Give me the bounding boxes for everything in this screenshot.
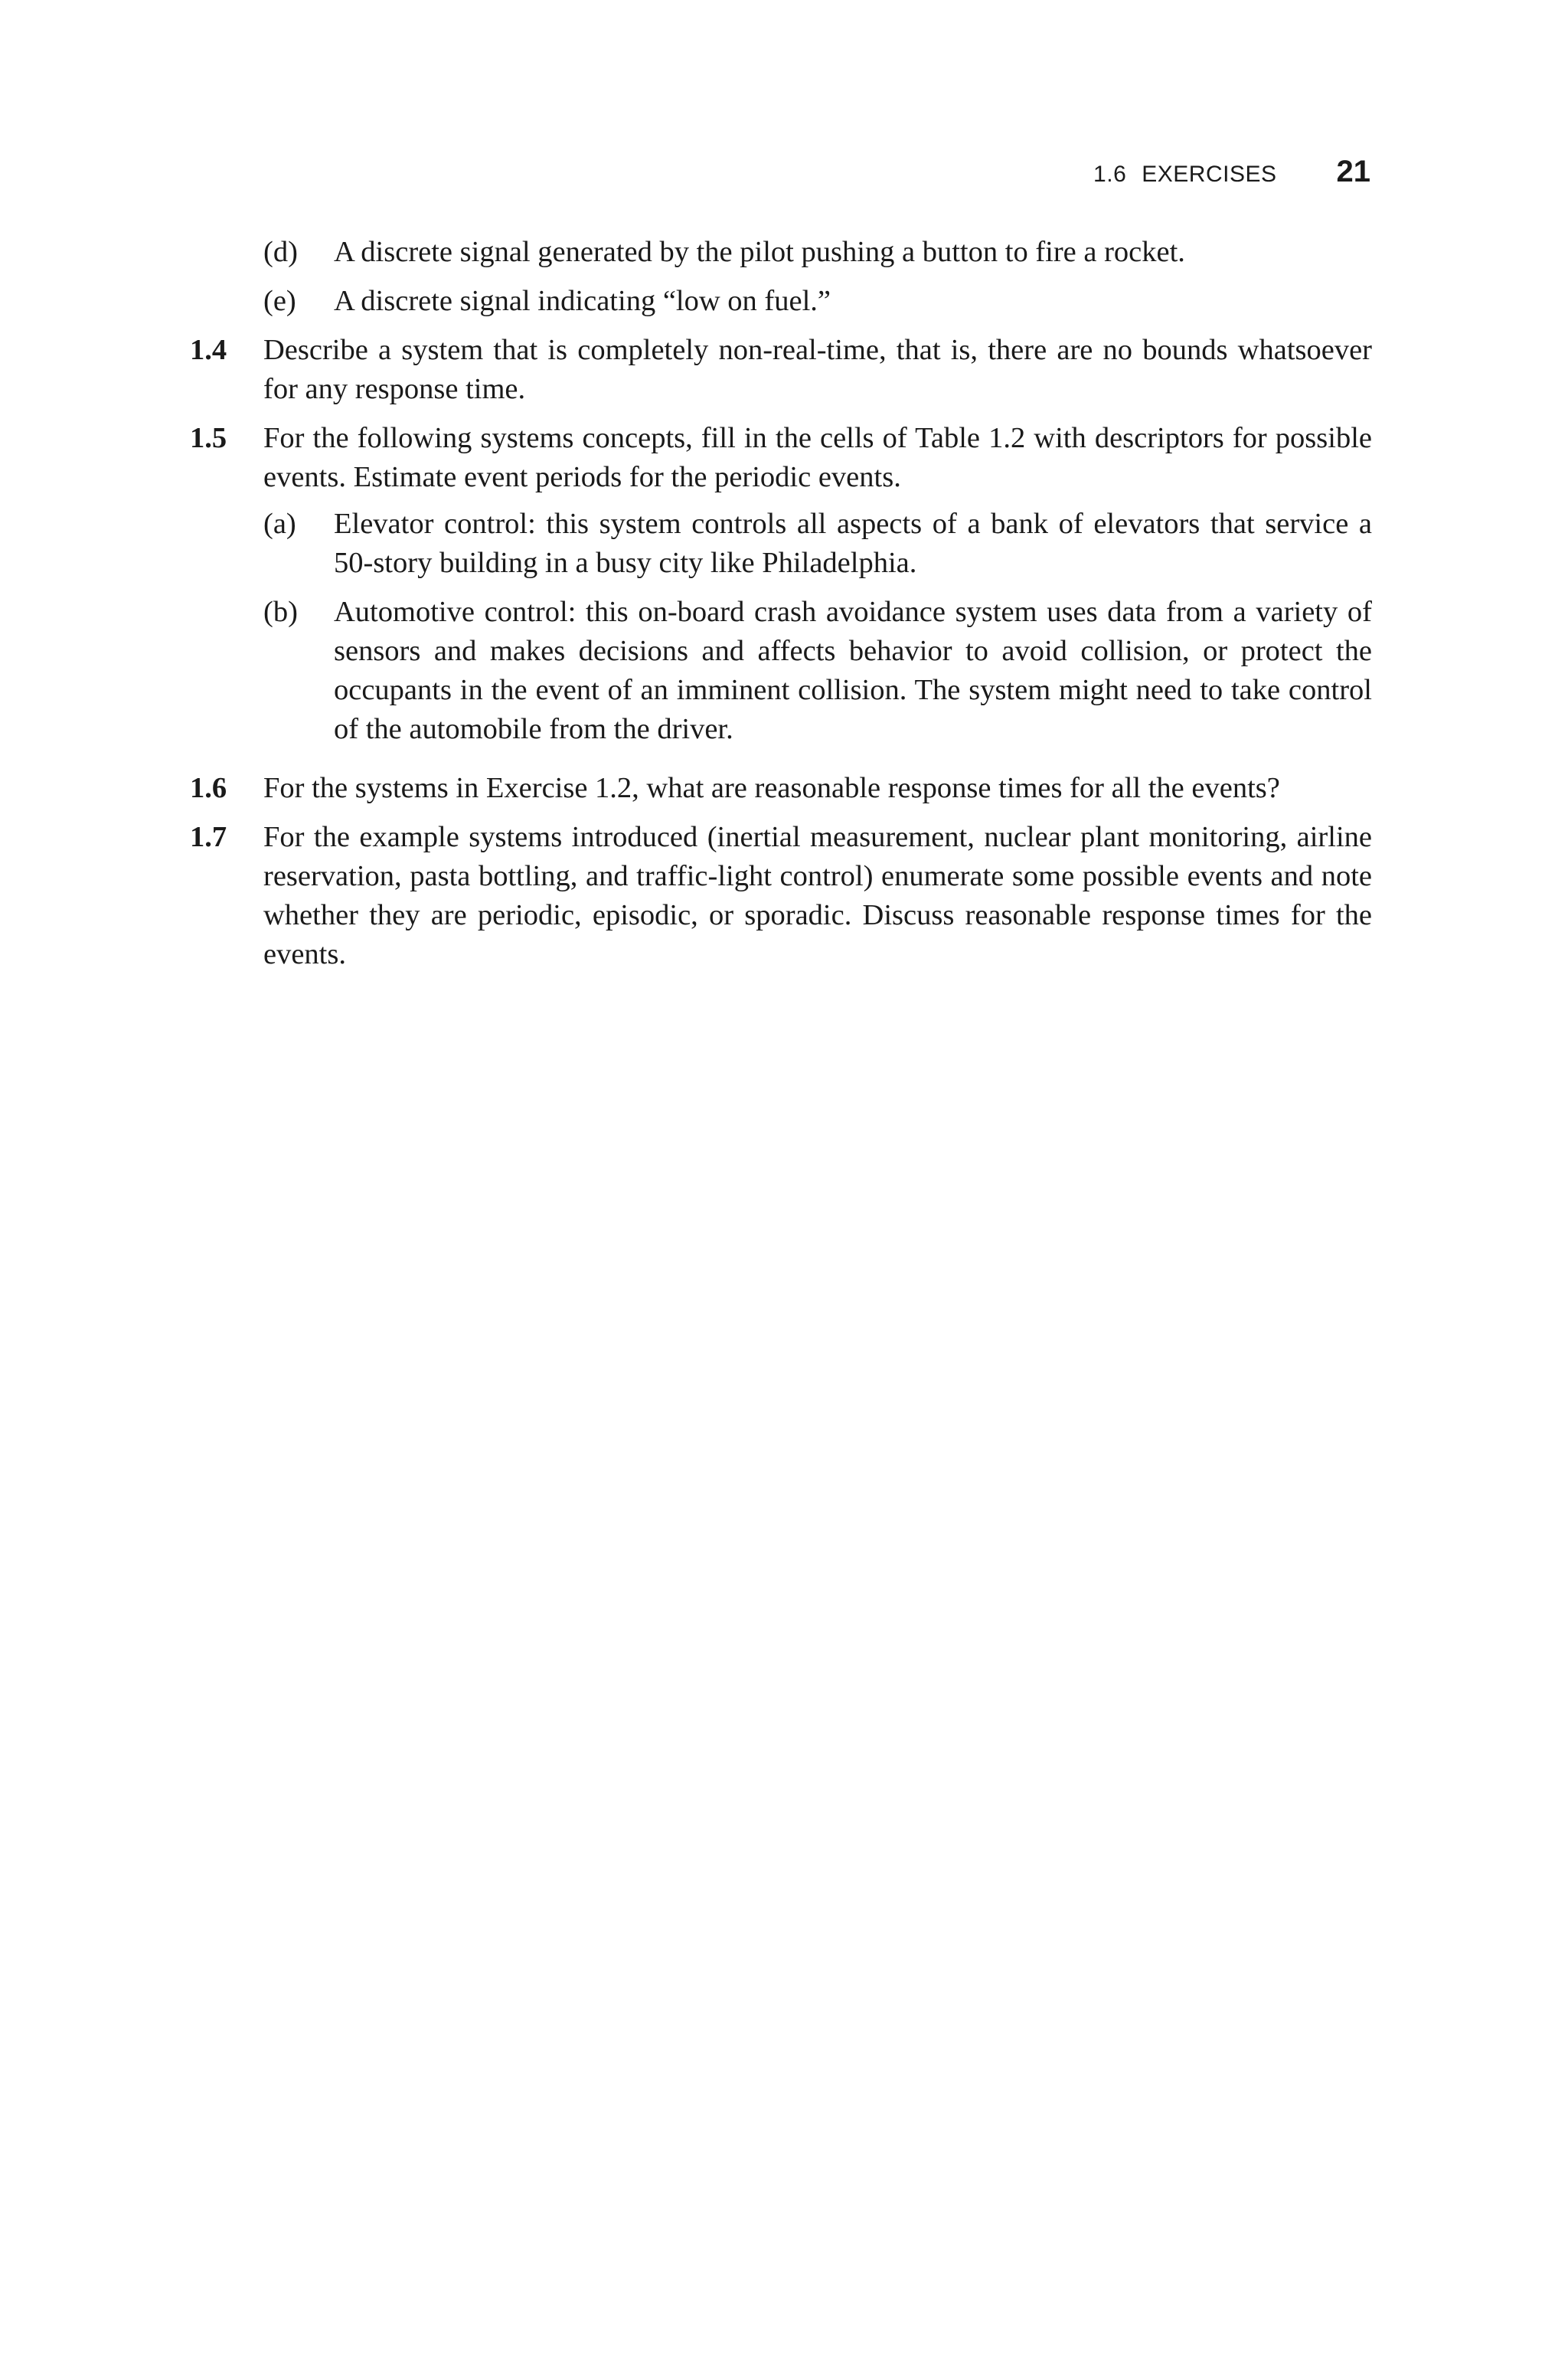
page-number: 21 xyxy=(1336,155,1370,188)
exercise-body xyxy=(263,419,1372,759)
sub-item-label: (d) xyxy=(263,236,298,268)
exercise-number: 1.6 xyxy=(190,772,227,804)
exercise-text: For the example systems introduced (inertial measurement, nuclear plant monitoring, airline reservation, pasta bottling, and traffic-light control) enumerate some possible events and note whether they are periodic, episodic, or sporadic. Discuss reasonable response times for the events. xyxy=(263,821,1372,970)
sub-item-a xyxy=(263,505,1372,583)
exercise-body xyxy=(263,769,1372,808)
sub-item-text: Automotive control: this on-board crash avoidance system uses data from a variety of sensors and makes decisions and affects behavior to avoid collision, or protect the occupants in the event of an imminent collision. The system might need to take control of the automobile from the driver. xyxy=(334,596,1372,745)
sub-item-e xyxy=(263,282,1372,321)
exercise-number: 1.5 xyxy=(190,422,227,454)
exercise-1-7 xyxy=(190,818,1372,974)
exercise-text: For the following systems concepts, fill in the cells of Table 1.2 with descriptors for possible events. Estimate event periods for the periodic events. xyxy=(263,422,1372,493)
sub-item-d xyxy=(263,233,1372,272)
exercise-content xyxy=(190,233,1372,984)
exercise-number: 1.4 xyxy=(190,334,227,366)
running-head-title: EXERCISES xyxy=(1142,162,1277,187)
exercise-body xyxy=(263,331,1372,409)
sub-item-text: Elevator control: this system controls all aspects of a bank of elevators that service a 50-story building in a busy city like Philadelphia. xyxy=(334,508,1372,579)
exercise-number: 1.7 xyxy=(190,821,227,853)
exercise-1-6 xyxy=(190,769,1372,808)
exercise-1-4 xyxy=(190,331,1372,409)
exercise-text: Describe a system that is completely non-real-time, that is, there are no bounds whatsoever for any response time. xyxy=(263,334,1372,405)
sub-item-b xyxy=(263,593,1372,749)
sub-item-label: (a) xyxy=(263,508,296,540)
sub-item-text: A discrete signal generated by the pilot pushing a button to fire a rocket. xyxy=(334,236,1185,268)
running-head-section: 1.6 xyxy=(1093,162,1127,187)
sub-item-label: (e) xyxy=(263,285,296,317)
exercise-1-5 xyxy=(190,419,1372,759)
running-head xyxy=(1093,155,1370,189)
sub-item-text: A discrete signal indicating “low on fuel.” xyxy=(334,285,831,317)
exercise-body xyxy=(263,818,1372,974)
sub-item-label: (b) xyxy=(263,596,298,628)
exercise-text: For the systems in Exercise 1.2, what are reasonable response times for all the events? xyxy=(263,772,1280,804)
